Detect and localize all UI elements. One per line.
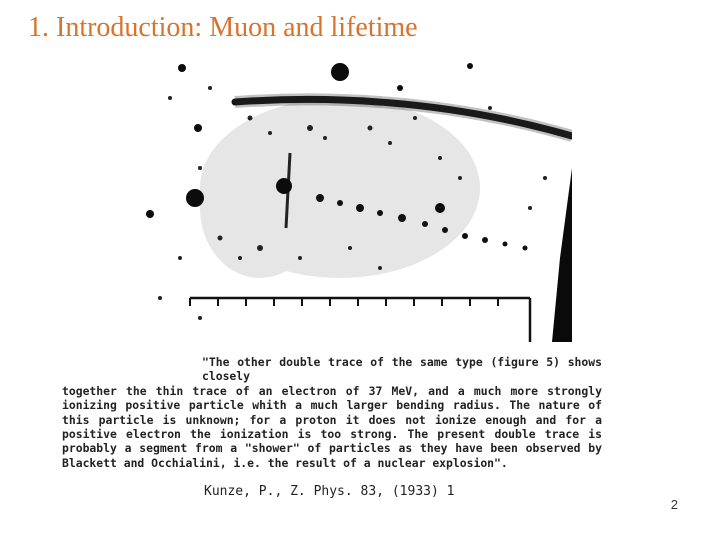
page-number: 2 <box>670 497 678 512</box>
cloud-chamber-photo <box>140 58 572 342</box>
slide-title: 1. Introduction: Muon and lifetime <box>28 12 418 43</box>
quote-text <box>62 355 602 470</box>
citation: Kunze, P., Z. Phys. 83, (1933) 1 <box>204 484 455 499</box>
quote-first-line: "The other double trace of the same type (figure 5) shows closely <box>202 355 602 384</box>
quote-body: together the thin trace of an electron of 37 MeV, and a much more strongly ionizing positive particle whith a much larger bending radius. The nature of this particle is unknown; for a proton it does not ionize enough and for a positive electron the ionization is too strong. The present double trace is probably a segment from a "shower" of particles as they have been observed by Blackett and Occhialini, i.e. the result of a nuclear explosion". <box>62 383 602 470</box>
